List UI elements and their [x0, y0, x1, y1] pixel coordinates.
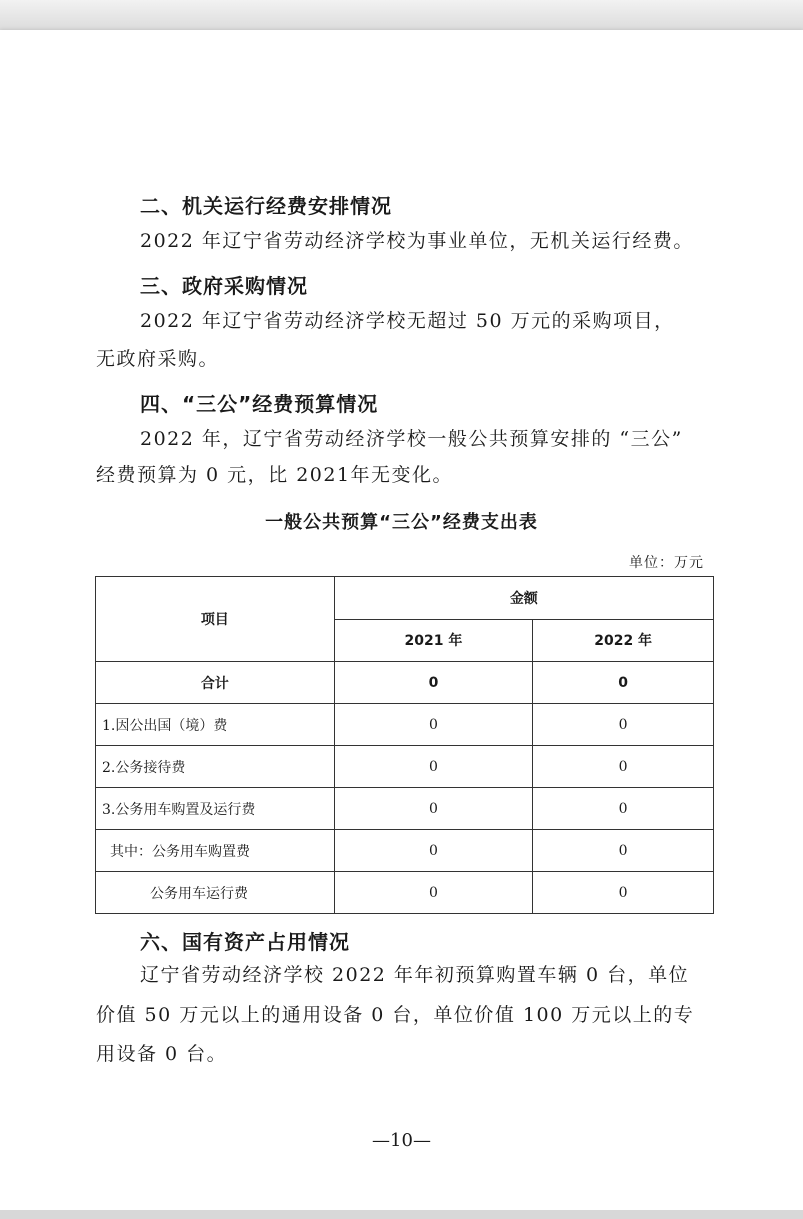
section-6-text-line1: 辽宁省劳动经济学校 2022 年年初预算购置车辆 0 台，单位 [140, 964, 690, 986]
header-2021: 2021 年 [334, 619, 533, 662]
section-heading-6: 六、国有资产占用情况 [140, 930, 350, 954]
row-item: 合计 [96, 662, 335, 704]
expense-table [95, 576, 714, 914]
section-3-text-line1: 2022 年辽宁省劳动经济学校无超过 50 万元的采购项目， [140, 310, 675, 332]
page-number: —10— [372, 1130, 431, 1151]
row-2021: 0 [334, 662, 533, 704]
table-unit: 单位：万元 [629, 555, 704, 571]
row-2021: 0 [334, 746, 533, 788]
header-2022: 2022 年 [533, 619, 714, 662]
row-2022: 0 [533, 746, 714, 788]
table-row [96, 662, 714, 704]
row-2021: 0 [334, 788, 533, 830]
row-item: 1.因公出国（境）费 [96, 704, 335, 746]
row-2022: 0 [533, 662, 714, 704]
row-2021: 0 [334, 830, 533, 872]
section-4-text-line1: 2022 年，辽宁省劳动经济学校一般公共预算安排的 “三公” [140, 428, 683, 450]
viewer-bottom-bar [0, 1210, 803, 1219]
row-item: 3.公务用车购置及运行费 [96, 788, 335, 830]
viewer-top-bar [0, 0, 803, 30]
table-row [96, 704, 714, 746]
section-3-text-line2: 无政府采购。 [96, 348, 220, 370]
section-heading-2: 二、机关运行经费安排情况 [140, 194, 392, 218]
row-2021: 0 [334, 704, 533, 746]
header-amount: 金额 [334, 577, 713, 620]
row-item: 其中：公务用车购置费 [96, 830, 335, 872]
table-row [96, 746, 714, 788]
table-row [96, 830, 714, 872]
section-6-text-line2: 价值 50 万元以上的通用设备 0 台，单位价值 100 万元以上的专 [96, 1004, 695, 1026]
row-2022: 0 [533, 788, 714, 830]
row-2022: 0 [533, 830, 714, 872]
row-item: 2.公务接待费 [96, 746, 335, 788]
section-4-text-line2: 经费预算为 0 元，比 2021年无变化。 [96, 464, 454, 486]
section-6-text-line3: 用设备 0 台。 [96, 1043, 228, 1065]
row-2022: 0 [533, 872, 714, 914]
section-heading-3: 三、政府采购情况 [140, 274, 308, 298]
row-item: 公务用车运行费 [96, 872, 335, 914]
row-2022: 0 [533, 704, 714, 746]
table-row [96, 872, 714, 914]
row-2021: 0 [334, 872, 533, 914]
table-row [96, 788, 714, 830]
section-heading-4: 四、“三公”经费预算情况 [140, 392, 379, 416]
section-2-text: 2022 年辽宁省劳动经济学校为事业单位，无机关运行经费。 [140, 230, 694, 252]
table-title: 一般公共预算“三公”经费支出表 [265, 512, 538, 533]
header-item: 项目 [96, 577, 335, 662]
